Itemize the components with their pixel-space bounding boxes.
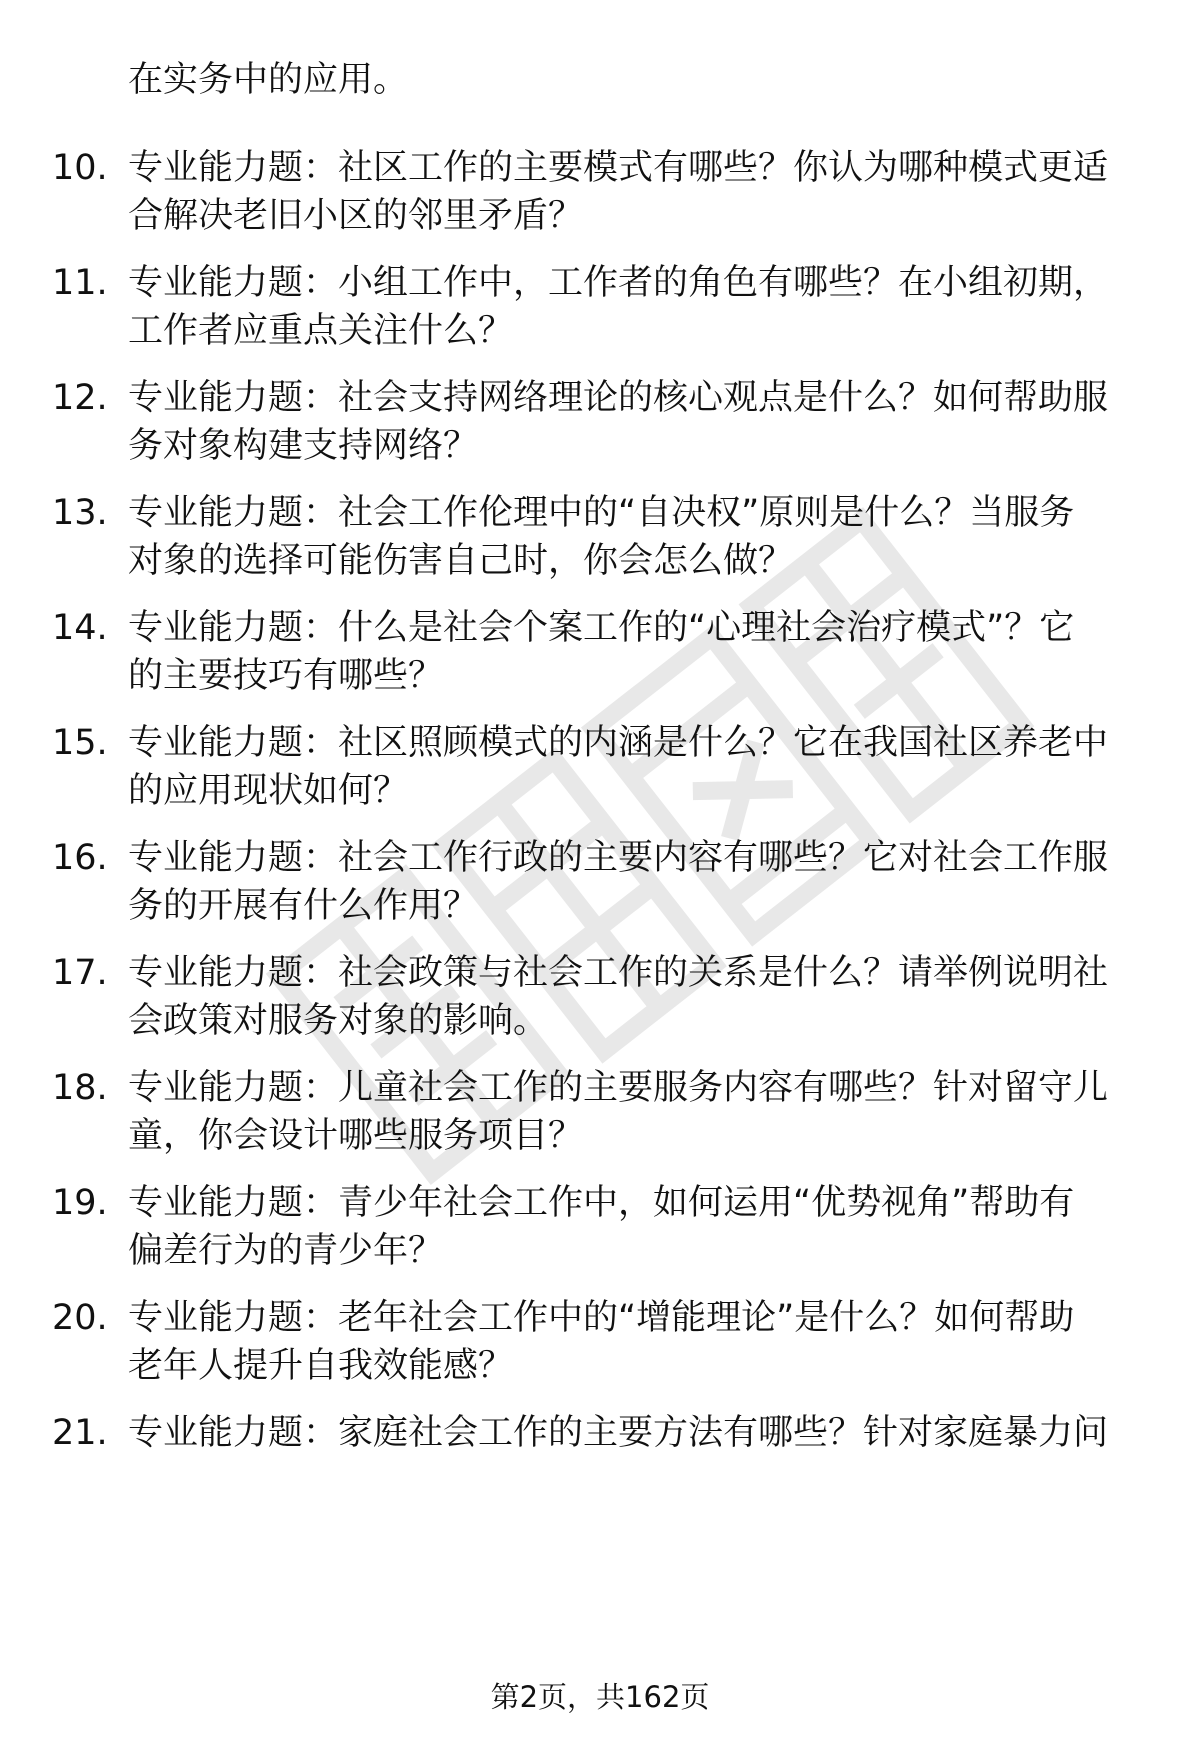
item-number: 13. xyxy=(52,493,108,533)
list-item xyxy=(0,1409,1200,1509)
list-item xyxy=(0,719,1200,819)
item-text-line: 专业能力题：儿童社会工作的主要服务内容有哪些？针对留守儿 xyxy=(128,1068,1109,1108)
item-number: 16. xyxy=(52,838,108,878)
list-item xyxy=(0,1294,1200,1394)
item-text-line: 专业能力题：什么是社会个案工作的“心理社会治疗模式”？它 xyxy=(128,608,1075,648)
list-item xyxy=(0,949,1200,1049)
item-text-line: 工作者应重点关注什么？ xyxy=(128,311,514,351)
item-text-line: 合解决老旧小区的邻里矛盾？ xyxy=(128,196,584,236)
item-text-line: 专业能力题：家庭社会工作的主要方法有哪些？针对家庭暴力问 xyxy=(128,1413,1109,1453)
item-number: 21. xyxy=(52,1413,108,1453)
item-number: 11. xyxy=(52,263,108,303)
item-number: 12. xyxy=(52,378,108,418)
item-text-line: 专业能力题：社会支持网络理论的核心观点是什么？如何帮助服 xyxy=(128,378,1109,418)
list-item xyxy=(0,259,1200,359)
item-text-line: 专业能力题：社会政策与社会工作的关系是什么？请举例说明社 xyxy=(128,953,1109,993)
item-text-line: 老年人提升自我效能感？ xyxy=(128,1346,514,1386)
list-item xyxy=(0,374,1200,474)
item-number: 15. xyxy=(52,723,108,763)
item-text-line: 专业能力题：青少年社会工作中，如何运用“优势视角”帮助有 xyxy=(128,1183,1075,1223)
item-text-line: 偏差行为的青少年？ xyxy=(128,1231,444,1271)
list-item xyxy=(0,604,1200,704)
item-text-line: 专业能力题：社区工作的主要模式有哪些？你认为哪种模式更适 xyxy=(128,148,1109,188)
list-item xyxy=(0,1064,1200,1164)
item-number: 17. xyxy=(52,953,108,993)
list-item xyxy=(0,1179,1200,1279)
item-text-line: 对象的选择可能伤害自己时，你会怎么做？ xyxy=(128,541,794,581)
item-number: 18. xyxy=(52,1068,108,1108)
item-text-line: 童，你会设计哪些服务项目？ xyxy=(128,1116,584,1156)
item-number: 10. xyxy=(52,148,108,188)
list-item xyxy=(0,144,1200,244)
item-text-line: 的主要技巧有哪些？ xyxy=(128,656,444,696)
item-text-line: 会政策对服务对象的影响。 xyxy=(128,1001,549,1041)
list-item xyxy=(0,489,1200,589)
item-number: 14. xyxy=(52,608,108,648)
continuation-text: 在实务中的应用。 xyxy=(128,60,409,100)
item-number: 20. xyxy=(52,1298,108,1338)
item-text-line: 专业能力题：社区照顾模式的内涵是什么？它在我国社区养老中 xyxy=(128,723,1109,763)
list-item xyxy=(0,834,1200,934)
item-number: 19. xyxy=(52,1183,108,1223)
item-text-line: 专业能力题：社会工作伦理中的“自决权”原则是什么？当服务 xyxy=(128,493,1075,533)
item-text-line: 专业能力题：社会工作行政的主要内容有哪些？它对社会工作服 xyxy=(128,838,1109,878)
item-text-line: 务对象构建支持网络？ xyxy=(128,426,479,466)
item-text-line: 专业能力题：老年社会工作中的“增能理论”是什么？如何帮助 xyxy=(128,1298,1075,1338)
page-footer: 第2页，共162页 xyxy=(490,1680,710,1714)
item-text-line: 的应用现状如何？ xyxy=(128,771,409,811)
item-text-line: 专业能力题：小组工作中，工作者的角色有哪些？在小组初期， xyxy=(128,263,1109,303)
item-text-line: 务的开展有什么作用？ xyxy=(128,886,479,926)
